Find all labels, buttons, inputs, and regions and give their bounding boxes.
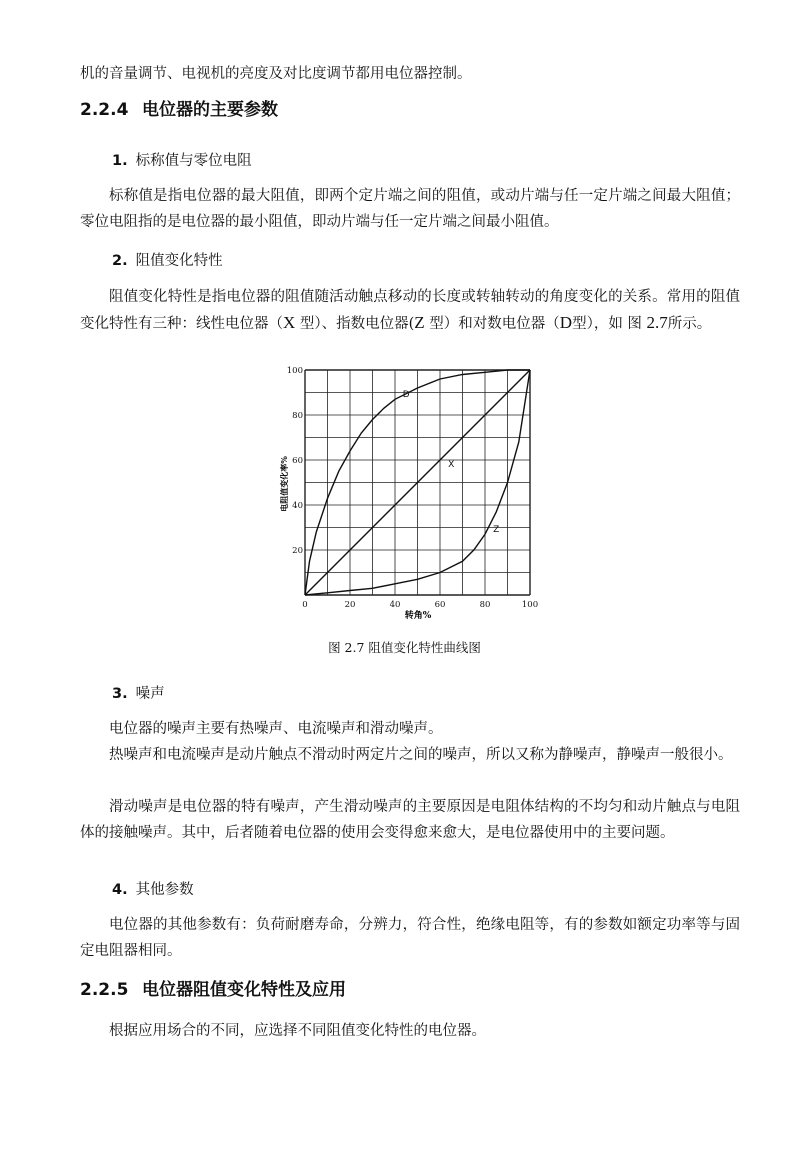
item-number: 4. (112, 882, 128, 898)
text-segment: 型）、指数电位器( (295, 316, 415, 332)
item-number: 2. (112, 253, 128, 269)
text-segment: 型）和对数电位器（ (424, 316, 560, 332)
x-axis-label: 转角% (404, 611, 432, 621)
item-title: 其他参数 (135, 882, 194, 898)
type-x-label: X (283, 313, 296, 332)
section-number: 2.2.4 (80, 100, 129, 120)
x-tick-label: 0 (302, 600, 308, 610)
item-title: 噪声 (135, 686, 165, 702)
series-label-z: Z (493, 525, 500, 535)
x-tick-label: 20 (344, 600, 356, 610)
y-tick-label: 80 (292, 411, 303, 421)
item-number: 3. (112, 686, 128, 702)
item-number: 1. (112, 153, 128, 169)
paragraph-resistance-characteristic (80, 284, 740, 337)
y-tick-label: 20 (292, 546, 303, 556)
section-title: 电位器的主要参数 (142, 100, 278, 120)
item-title: 标称值与零位电阻 (135, 153, 252, 169)
item-heading-4 (112, 880, 194, 900)
x-tick-label: 60 (434, 600, 446, 610)
section-heading-2-2-5 (80, 979, 346, 1001)
type-d-label: D (559, 313, 573, 332)
item-heading-1 (112, 151, 252, 171)
text-segment: 型），如 图 (572, 316, 647, 332)
item-title: 阻值变化特性 (135, 253, 223, 269)
paragraph-noise-types: 电位器的噪声主要有热噪声、电流噪声和滑动噪声。 (109, 721, 443, 737)
paragraph-application: 根据应用场合的不同，应选择不同阻值变化特性的电位器。 (109, 1023, 486, 1039)
y-tick-label: 60 (292, 456, 303, 466)
section-title: 电位器阻值变化特性及应用 (142, 980, 346, 1000)
y-tick-label: 100 (286, 366, 303, 376)
paragraph-static-noise: 热噪声和电流噪声是动片触点不滑动时两定片之间的噪声，所以又称为静噪声，静噪声一般很小。 (109, 747, 733, 763)
y-tick-label: 40 (292, 501, 303, 511)
intro-line: 机的音量调节、电视机的亮度及对比度调节都用电位器控制。 (80, 66, 472, 82)
x-tick-label: 80 (479, 600, 491, 610)
text-segment: 阻值变化特性是指电位器的阻值随活动触点移动的长度或转轴转动的角度变化的关系。常用的阻值变化特性有三种：线性电位器（ (80, 289, 740, 332)
paragraph-other-parameters: 电位器的其他参数有：负荷耐磨寿命，分辨力，符合性，绝缘电阻等，有的参数如额定功率等与固定电阻器相同。 (80, 917, 740, 959)
paragraph-nominal-value: 标称值是指电位器的最大阻值，即两个定片端之间的阻值，或动片端与任一定片端之间最大阻值；零位电阻指的是电位器的最小阻值，即动片端与任一定片端之间最小阻值。 (80, 188, 740, 230)
section-number: 2.2.5 (80, 980, 129, 1000)
figure-reference: 2.7 (646, 313, 668, 332)
item-heading-2 (112, 251, 223, 271)
figure-caption: 图 2.7 阻值变化特性曲线图 (328, 640, 481, 655)
type-z-label: Z (414, 313, 425, 332)
text-segment: 所示。 (667, 316, 712, 332)
x-tick-label: 100 (521, 600, 539, 610)
paragraph-sliding-noise: 滑动噪声是电位器的特有噪声，产生滑动噪声的主要原因是电阻体结构的不均匀和动片触点与电阻体的接触噪声。其中，后者随着电位器的使用会变得愈来愈大，是电位器使用中的主要问题。 (80, 799, 740, 841)
item-heading-3 (112, 684, 165, 704)
x-tick-label: 40 (389, 600, 401, 610)
series-label-d: D (402, 390, 410, 400)
section-heading-2-2-4 (80, 99, 278, 121)
series-label-x: X (448, 459, 455, 470)
resistance-curve-chart (270, 362, 560, 627)
y-axis-label: 电阻值变化率% (279, 456, 289, 512)
